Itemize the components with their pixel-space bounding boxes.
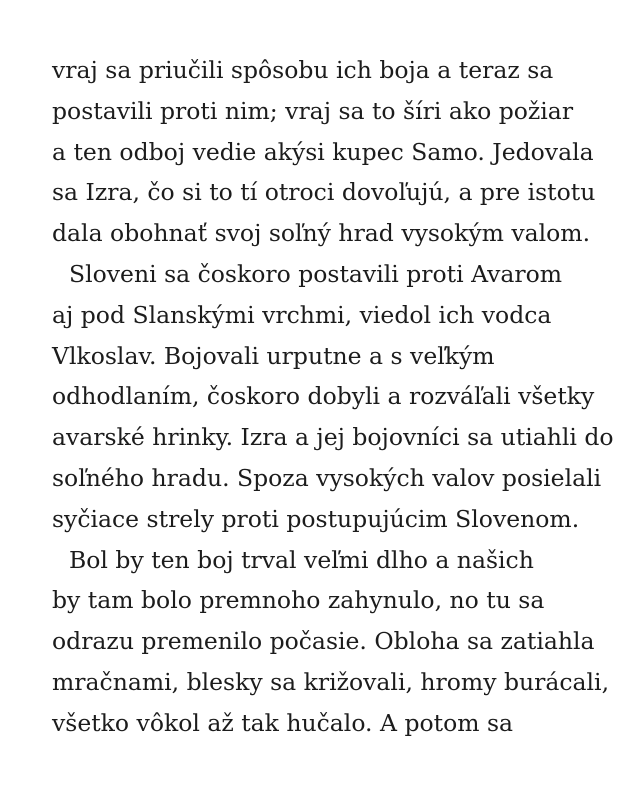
text-line: odrazu premenilo počasie. Obloha sa zatiahla [52,627,595,656]
text-line: postavili proti nim; vraj sa to šíri ako požiar [52,96,574,125]
text-line: sa Izra, čo si to tí otroci dovoľujú, a pre istotu [52,178,596,207]
text-line: by tam bolo premnoho zahynulo, no tu sa [52,586,545,615]
text-line: Bol by ten boj trval veľmi dlho a našich [69,545,534,574]
text-line: mračnami, blesky sa križovali, hromy burácali, [52,667,610,696]
text-line: aj pod Slanskými vrchmi, viedol ich vodca [52,300,552,329]
text-line: všetko vôkol až tak hučalo. A potom sa [52,708,514,737]
text-line: avarské hrinky. Izra a jej bojovníci sa utiahli do [52,423,614,452]
text-line: dala obohnať svoj soľný hrad vysokým valom. [52,219,591,248]
text-line: Sloveni sa čoskoro postavili proti Avarom [69,259,563,288]
text-line: a ten odboj vedie akýsi kupec Samo. Jedovala [52,137,594,166]
text-line: soľného hradu. Spoza vysokých valov posielali [52,463,602,492]
text-line: vraj sa priučili spôsobu ich boja a teraz sa [52,56,554,84]
body-text [52,50,612,744]
text-line: odhodlaním, čoskoro dobyli a rozváľali všetky [52,382,595,411]
text-line: syčiace strely proti postupujúcim Slovenom. [52,504,580,533]
text-line: Vlkoslav. Bojovali urputne a s veľkým [52,341,495,370]
